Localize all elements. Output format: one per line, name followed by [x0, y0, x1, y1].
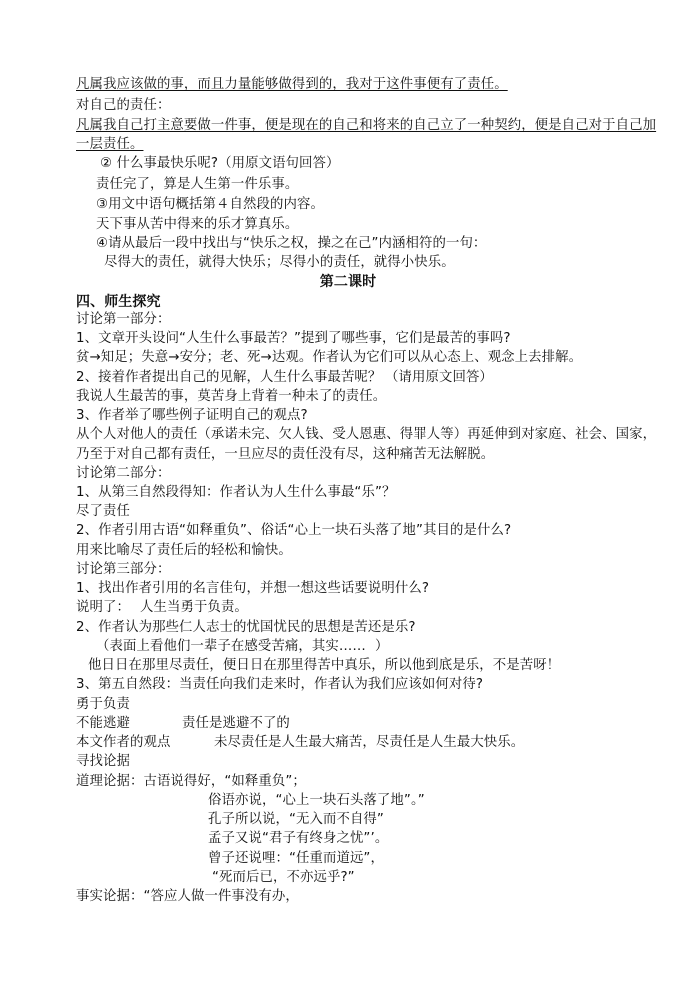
evidence-line: 孔子所以说，“无入而不自得” [208, 812, 384, 827]
evidence-line: 事实论据：“答应人做一件事没有办， [76, 889, 299, 904]
question-item: ② 什么事最快乐呢?（用原文语句回答） [100, 156, 340, 171]
answer-text: 从个人对他人的责任（承诺未完、欠人钱、受人恩惠、得罪人等）再延伸到对家庭、社会、国家， [76, 427, 657, 442]
text-line: 对自己的责任： [76, 98, 171, 113]
answer-text: 贫→知足；失意→安分；老、死→达观。作者认为它们可以从心态上、观念上去排解。 [76, 350, 583, 365]
text-line: 凡属我应该做的事，而且力量能够做得到的，我对于这件事便有了责任。 [76, 77, 508, 92]
answer-text: 他日日在那里尽责任，便日日在那里得苦中真乐，所以他到底是乐，不是苦呀！ [88, 658, 561, 673]
question-item: 1、从第三自然段得知：作者认为人生什么事最“乐”？ [76, 485, 396, 500]
question-note: （请用原文回答） [385, 370, 493, 385]
evidence-line: 道理论据：古语说得好，“如释重负”； [76, 774, 306, 789]
text-line: 讨论第三部分： [76, 562, 171, 577]
evidence-line: “死而后已，不亦远乎?” [212, 870, 355, 885]
answer-text: 勇于负责 [76, 697, 130, 712]
answer-text: 人生当勇于负责。 [140, 600, 248, 615]
question-item: 1、文章开头设问“人生什么事最苦？”提到了哪些事，它们是最苦的事吗? [76, 331, 511, 346]
section-title: 四、师生探究 [76, 294, 161, 310]
question-item: 2、作者引用古语“如释重负”、俗话“心上一块石头落了地”其目的是什么? [76, 523, 512, 538]
answer-label: 本文作者的观点 [76, 735, 171, 750]
question-item: 3、第五自然段：当责任向我们走来时，作者认为我们应该如何对待? [76, 677, 484, 692]
answer-text: 乃至于对自己都有责任，一旦应尽的责任没有尽，这种痛苦无法解脱。 [76, 447, 495, 462]
question-item: 1、找出作者引用的名言佳句，并想一想这些话要说明什么? [76, 581, 430, 596]
answer-label: 说明了： [76, 600, 130, 615]
text-line: 寻找论据 [76, 754, 130, 769]
answer-text: 责任完了，算是人生第一件乐事。 [96, 177, 299, 192]
answer-text: 责任是逃避不了的 [182, 716, 290, 731]
text-line: 讨论第一部分： [76, 312, 171, 327]
answer-text: 不能逃避 [76, 716, 130, 731]
evidence-line: 俗语亦说，“心上一块石头落了地”。” [208, 793, 425, 808]
question-item: ④请从最后一段中找出与“快乐之权，操之在己”内涵相符的一句： [96, 236, 487, 251]
evidence-line: 孟子又说“君子有终身之忧”’。 [208, 831, 389, 846]
answer-text: 天下事从苦中得来的乐才算真乐。 [96, 217, 299, 232]
answer-text: 尽得大的责任，就得大快乐；尽得小的责任，就得小快乐。 [104, 255, 455, 270]
section-heading: 第二课时 [319, 274, 377, 290]
answer-text: 我说人生最苦的事，莫苦身上背着一种未了的责任。 [76, 389, 387, 404]
text-line: 讨论第二部分： [76, 466, 171, 481]
question-item: ③用文中语句概括第４自然段的内容。 [96, 197, 324, 212]
answer-text: 用来比喻尽了责任后的轻松和愉快。 [76, 543, 292, 558]
evidence-line: 曾子还说哩：“任重而道远”， [208, 851, 384, 866]
answer-text: 尽了责任 [76, 504, 130, 519]
text-line: 一层责任。 [76, 137, 144, 152]
answer-text: 未尽责任是人生最大痛苦，尽责任是人生最大快乐。 [214, 735, 525, 750]
text-line: 凡属我自己打主意要做一件事，便是现在的自己和将来的自己立了一种契约，便是自己对于自己加 [76, 118, 657, 133]
question-item: 3、作者举了哪些例子证明自己的观点? [76, 408, 308, 423]
question-item: 2、接着作者提出自己的见解，人生什么事最苦呢？ [76, 370, 382, 385]
question-note-end: ） [375, 639, 389, 654]
question-note: （表面上看他们一辈子在感受苦痛，其实…… [96, 639, 366, 654]
question-item: 2、作者认为那些仁人志士的忧国忧民的思想是苦还是乐? [76, 620, 416, 635]
